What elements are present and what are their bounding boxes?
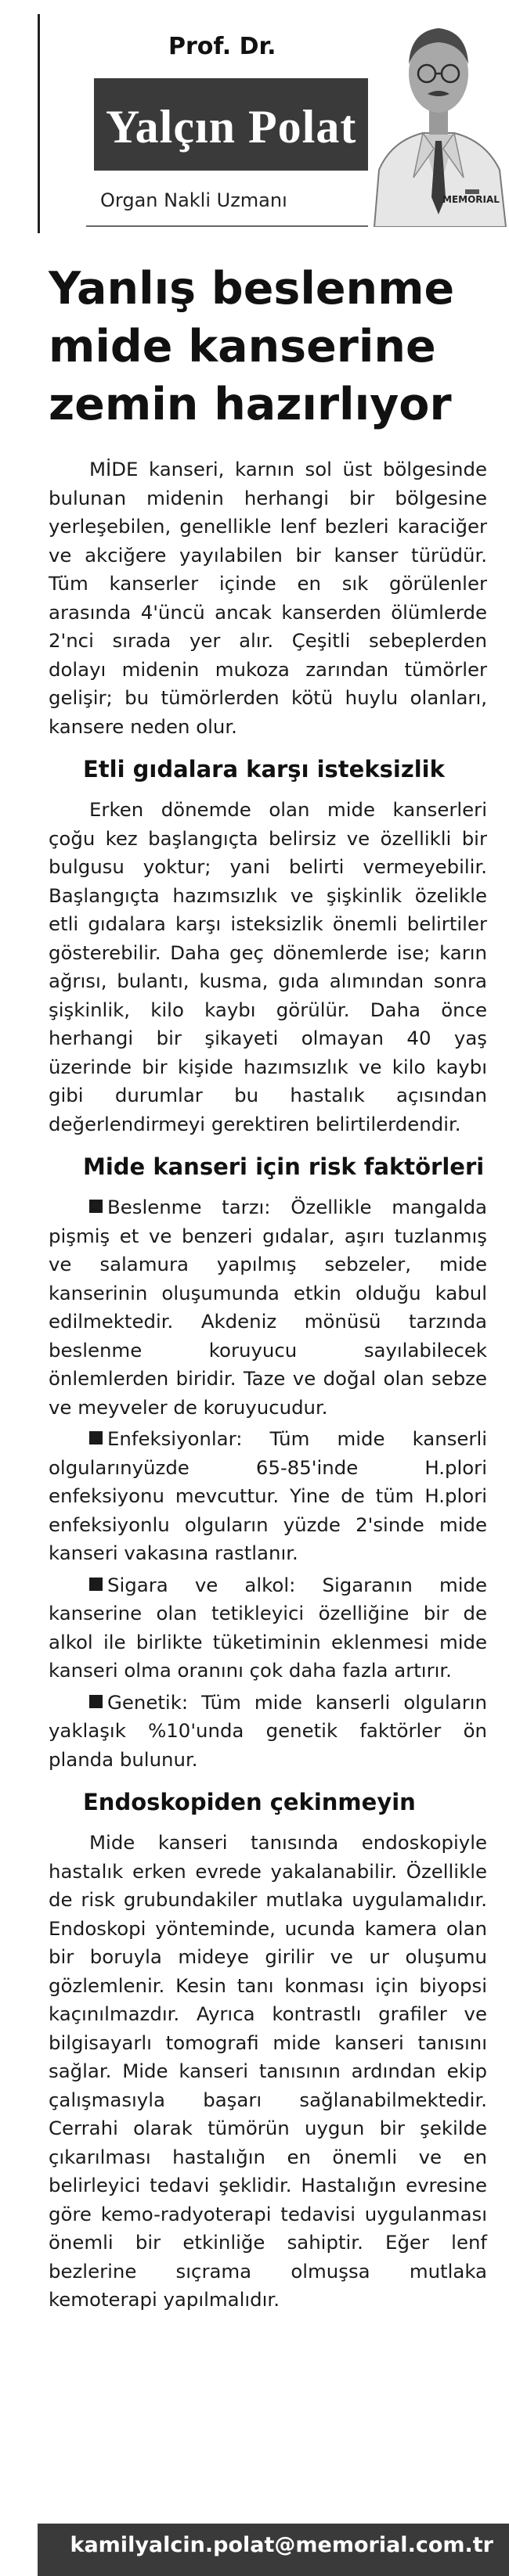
author-role: Organ Nakli Uzmanı — [100, 189, 287, 211]
bullet-square-icon — [89, 1695, 103, 1708]
intro-paragraph: MİDE kanseri, karnın sol üst bölgesinde bulunan midenin herhangi bir bölgesine yerleşebilen, genellikle lenf bezleri karaciğer ve akciğere yayılabilen bir kanser türüdür. Tüm kanserler içinde en sık görülenler arasında 4'üncü ancak kanserden ölümlerde 2'nci sırada yer alır. Çeşitli sebeplerden dolayı midenin mukoza zarından tümörler gelişir; bu tümörlerden kötü huylu olanları, kansere neden olur. — [49, 458, 487, 738]
header-vertical-rule — [38, 14, 40, 233]
article-headline: Yanlış beslenme mide kanserine zemin hazırlıyor — [49, 263, 455, 430]
risk-item-diet — [49, 1193, 487, 1422]
risk-item-text: Sigara ve alkol: Sigaranın mide kanserine olan tetikleyici özelliğine bir de alkol ile birlikte tüketiminin eklenmesi mide kanseri olma oranını çok daha fazla artırır. — [49, 1573, 487, 1682]
footer-bar — [38, 2524, 509, 2576]
author-name: Yalçın Polat — [106, 101, 357, 153]
risk-item-text: Genetik: Tüm mide kanserli olguların yaklaşık %10'unda genetik faktörler ön planda bulunur. — [49, 1690, 487, 1771]
risk-item-text: Beslenme tarzı: Özellikle mangalda pişmiş et ve benzeri gıdalar, aşırı tuzlanmış ve salamura yapılmış sebzeler, mide kanserinin oluşumunda etkin olduğu kabul edilmektedir. Akdeniz mönüsü tarzında beslenme koruyucu sayılabilecek önlemlerden biridir. Taze ve doğal olan sebze ve meyveler de koruyucudur. — [49, 1196, 487, 1419]
author-email: kamilyalcin.polat@memorial.com.tr — [70, 2533, 493, 2557]
risk-item-text: Enfeksiyonlar: Tüm mide kanserli olgularınyüzde 65-85'inde H.plori enfeksiyonu mevcuttur. Yine de tüm H.plori enfeksiyonlu olguların yüzde 2'sinde mide kanseri vakasına rastlanır. — [49, 1427, 487, 1564]
bullet-square-icon — [89, 1578, 103, 1591]
article-body — [49, 455, 487, 2318]
section-heading-endoscopy: Endoskopiden çekinmeyin — [83, 1789, 416, 1815]
symptoms-paragraph: Erken dönemde olan mide kanserleri çoğu kez başlangıçta belirsiz ve özellikli bir bulgusu yoktur; yani belirti vermeyebilir. Başlangıçta hazımsızlık ve şişkinlik özelikle etli gıdalara karşı isteksizlik önemli belirtiler gösterebilir. Daha geç dönemlerde ise; karın ağrısı, bulantı, kusma, gıda alımından sonra şişkinlik, kilo kaybı görülür. Daha önce herhangi bir şikayeti olmayan 40 yaş üzerinde bir kişide hazımsızlık ve kilo kaybı gibi durumlar bu hastalık açısından değerlendirmeyi gerektiren belirtilerdendir. — [49, 798, 487, 1135]
author-title: Prof. Dr. — [168, 33, 276, 60]
photo-brand-logo: MEMORIAL — [442, 194, 500, 205]
risk-item-infections — [49, 1425, 487, 1568]
author-header — [0, 0, 509, 235]
section-heading-risk-factors: Mide kanseri için risk faktörleri — [83, 1153, 485, 1180]
bullet-square-icon — [89, 1431, 103, 1445]
section-heading-symptoms: Etli gıdalara karşı isteksizlik — [83, 756, 445, 783]
risk-item-smoking-alcohol — [49, 1571, 487, 1686]
bullet-square-icon — [89, 1200, 103, 1213]
endoscopy-paragraph: Mide kanseri tanısında endoskopiyle hastalık erken evrede yakalanabilir. Özellikle de risk grubundakiler mutlaka uygulamalıdır. Endoskopi yönteminde, ucunda kamera olan bir boruyla mideye girilir ve ur oluşumu gözlemlenir. Kesin tanı konması için biyopsi kaçınılmazdır. Ayrıca kontrastlı grafiler ve bilgisayarlı tomografi mide kanseri tanısını sağlar. Mide kanseri tanısının ardından ekip çalışmasıyla başarı sağlanabilmektedir. Cerrahi olarak tümörün uygun bir şekilde çıkarılması hastalığın en önemli ve en belirleyici tedavi şeklidir. Hastalığın evresine göre kemo-radyoterapi tedavisi uygulanması önemli bir etkinliğe sahiptir. Eğer lenf bezlerine sıçrama olmuşsa mutlaka kemoterapi yapılmalıdır. — [49, 1831, 487, 2311]
risk-item-genetics — [49, 1689, 487, 1775]
